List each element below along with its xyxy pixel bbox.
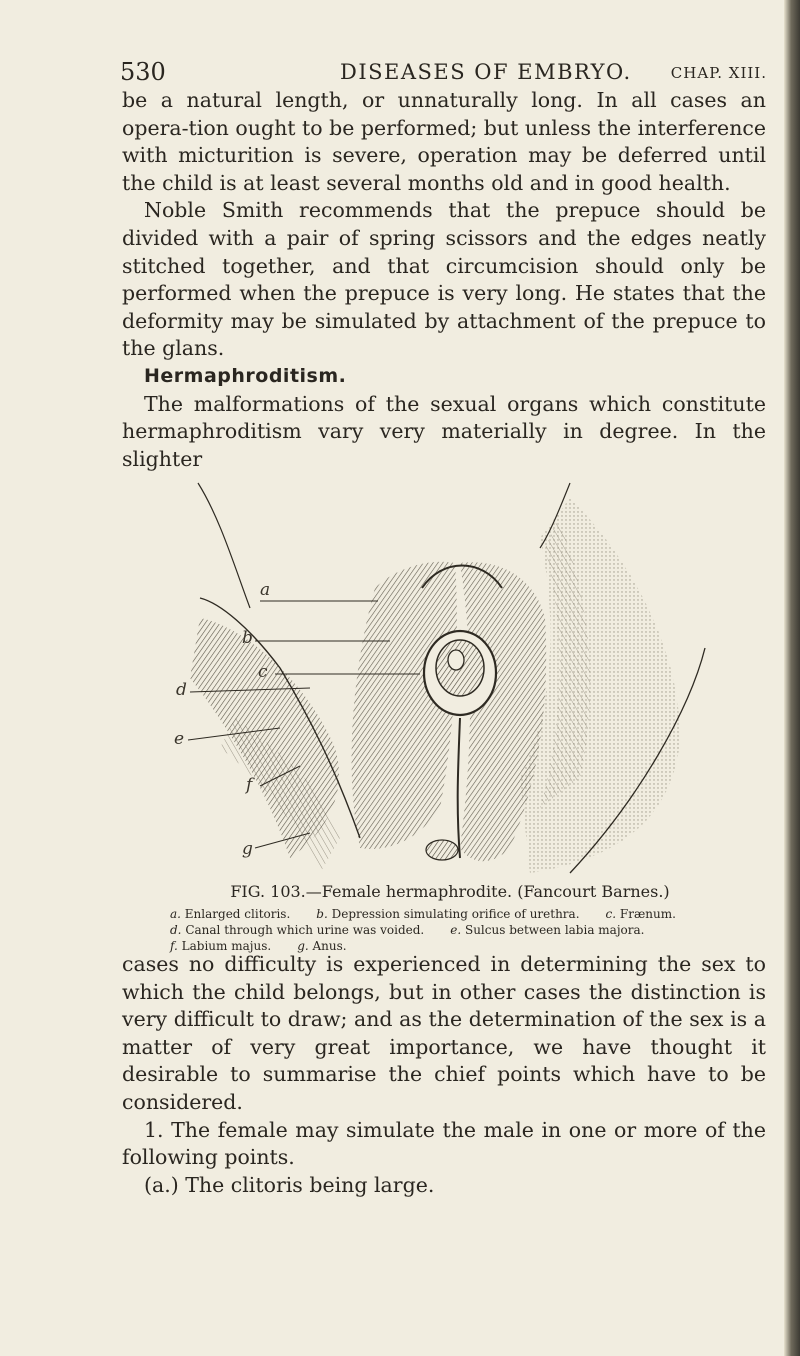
- paragraph: The malformations of the sexual organs which constitute hermaphroditism vary very materially in degree. In the slighter: [122, 391, 766, 471]
- paragraph: Noble Smith recommends that the prepuce should be divided with a pair of spring scissors and the edges neatly stitched together, and that circumcision should only be performed when the prepuce is very long. He states that the deformity may be simulated by attachment of the prepuce to the glans.: [122, 198, 766, 361]
- paragraph: (a.) The clitoris being large.: [144, 1172, 435, 1197]
- figure-label-e: e: [174, 729, 185, 749]
- page-header: [120, 58, 770, 88]
- chapter-label: CHAP. XIII.: [670, 64, 767, 82]
- body-text-top: [122, 87, 766, 473]
- legend-item: a. Enlarged clitoris.: [170, 907, 291, 921]
- legend-row: [170, 906, 770, 922]
- anatomical-illustration: [160, 478, 760, 878]
- figure-label-f: f: [246, 775, 253, 795]
- figure-legend: [170, 906, 770, 954]
- paragraph: 1. The female may simulate the male in one or more of the following points.: [122, 1117, 766, 1170]
- legend-item: g. Anus.: [297, 939, 347, 953]
- section-heading: Hermaphroditism.: [144, 364, 347, 387]
- figure-label-b: b: [242, 628, 253, 648]
- legend-item: d. Canal through which urine was voided.: [170, 923, 425, 937]
- figure-label-c: c: [258, 662, 268, 682]
- figure-caption: FIG. 103.—Female hermaphrodite. (Fancourt Barnes.): [230, 882, 670, 901]
- figure-label-a: a: [260, 580, 271, 600]
- legend-item: c. Frænum.: [605, 907, 676, 921]
- running-title: DISEASES OF EMBRYO.: [340, 60, 632, 84]
- paragraph: be a natural length, or unnaturally long. In all cases an opera-tion ought to be performed; but unless the interference with micturition is severe, operation may be deferred until the child is at least several months old and in good health.: [122, 88, 767, 195]
- page-number: 530: [120, 58, 166, 86]
- figure-label-g: g: [242, 839, 253, 859]
- legend-item: e. Sulcus between labia majora.: [450, 923, 645, 937]
- paragraph: cases no difficulty is experienced in determining the sex to which the child belongs, but in other cases the distinction is very difficult to draw; and as the determination of the sex is a matter of very great importance, we have thought it desirable to summarise the chief points which have to be considered.: [122, 952, 766, 1114]
- legend-item: b. Depression simulating orifice of urethra.: [316, 907, 580, 921]
- page-edge-shadow: [784, 0, 800, 1356]
- legend-item: f. Labium majus.: [170, 939, 272, 953]
- legend-row: [170, 922, 770, 938]
- body-text-bottom: [122, 951, 766, 1199]
- figure-label-d: d: [176, 680, 187, 700]
